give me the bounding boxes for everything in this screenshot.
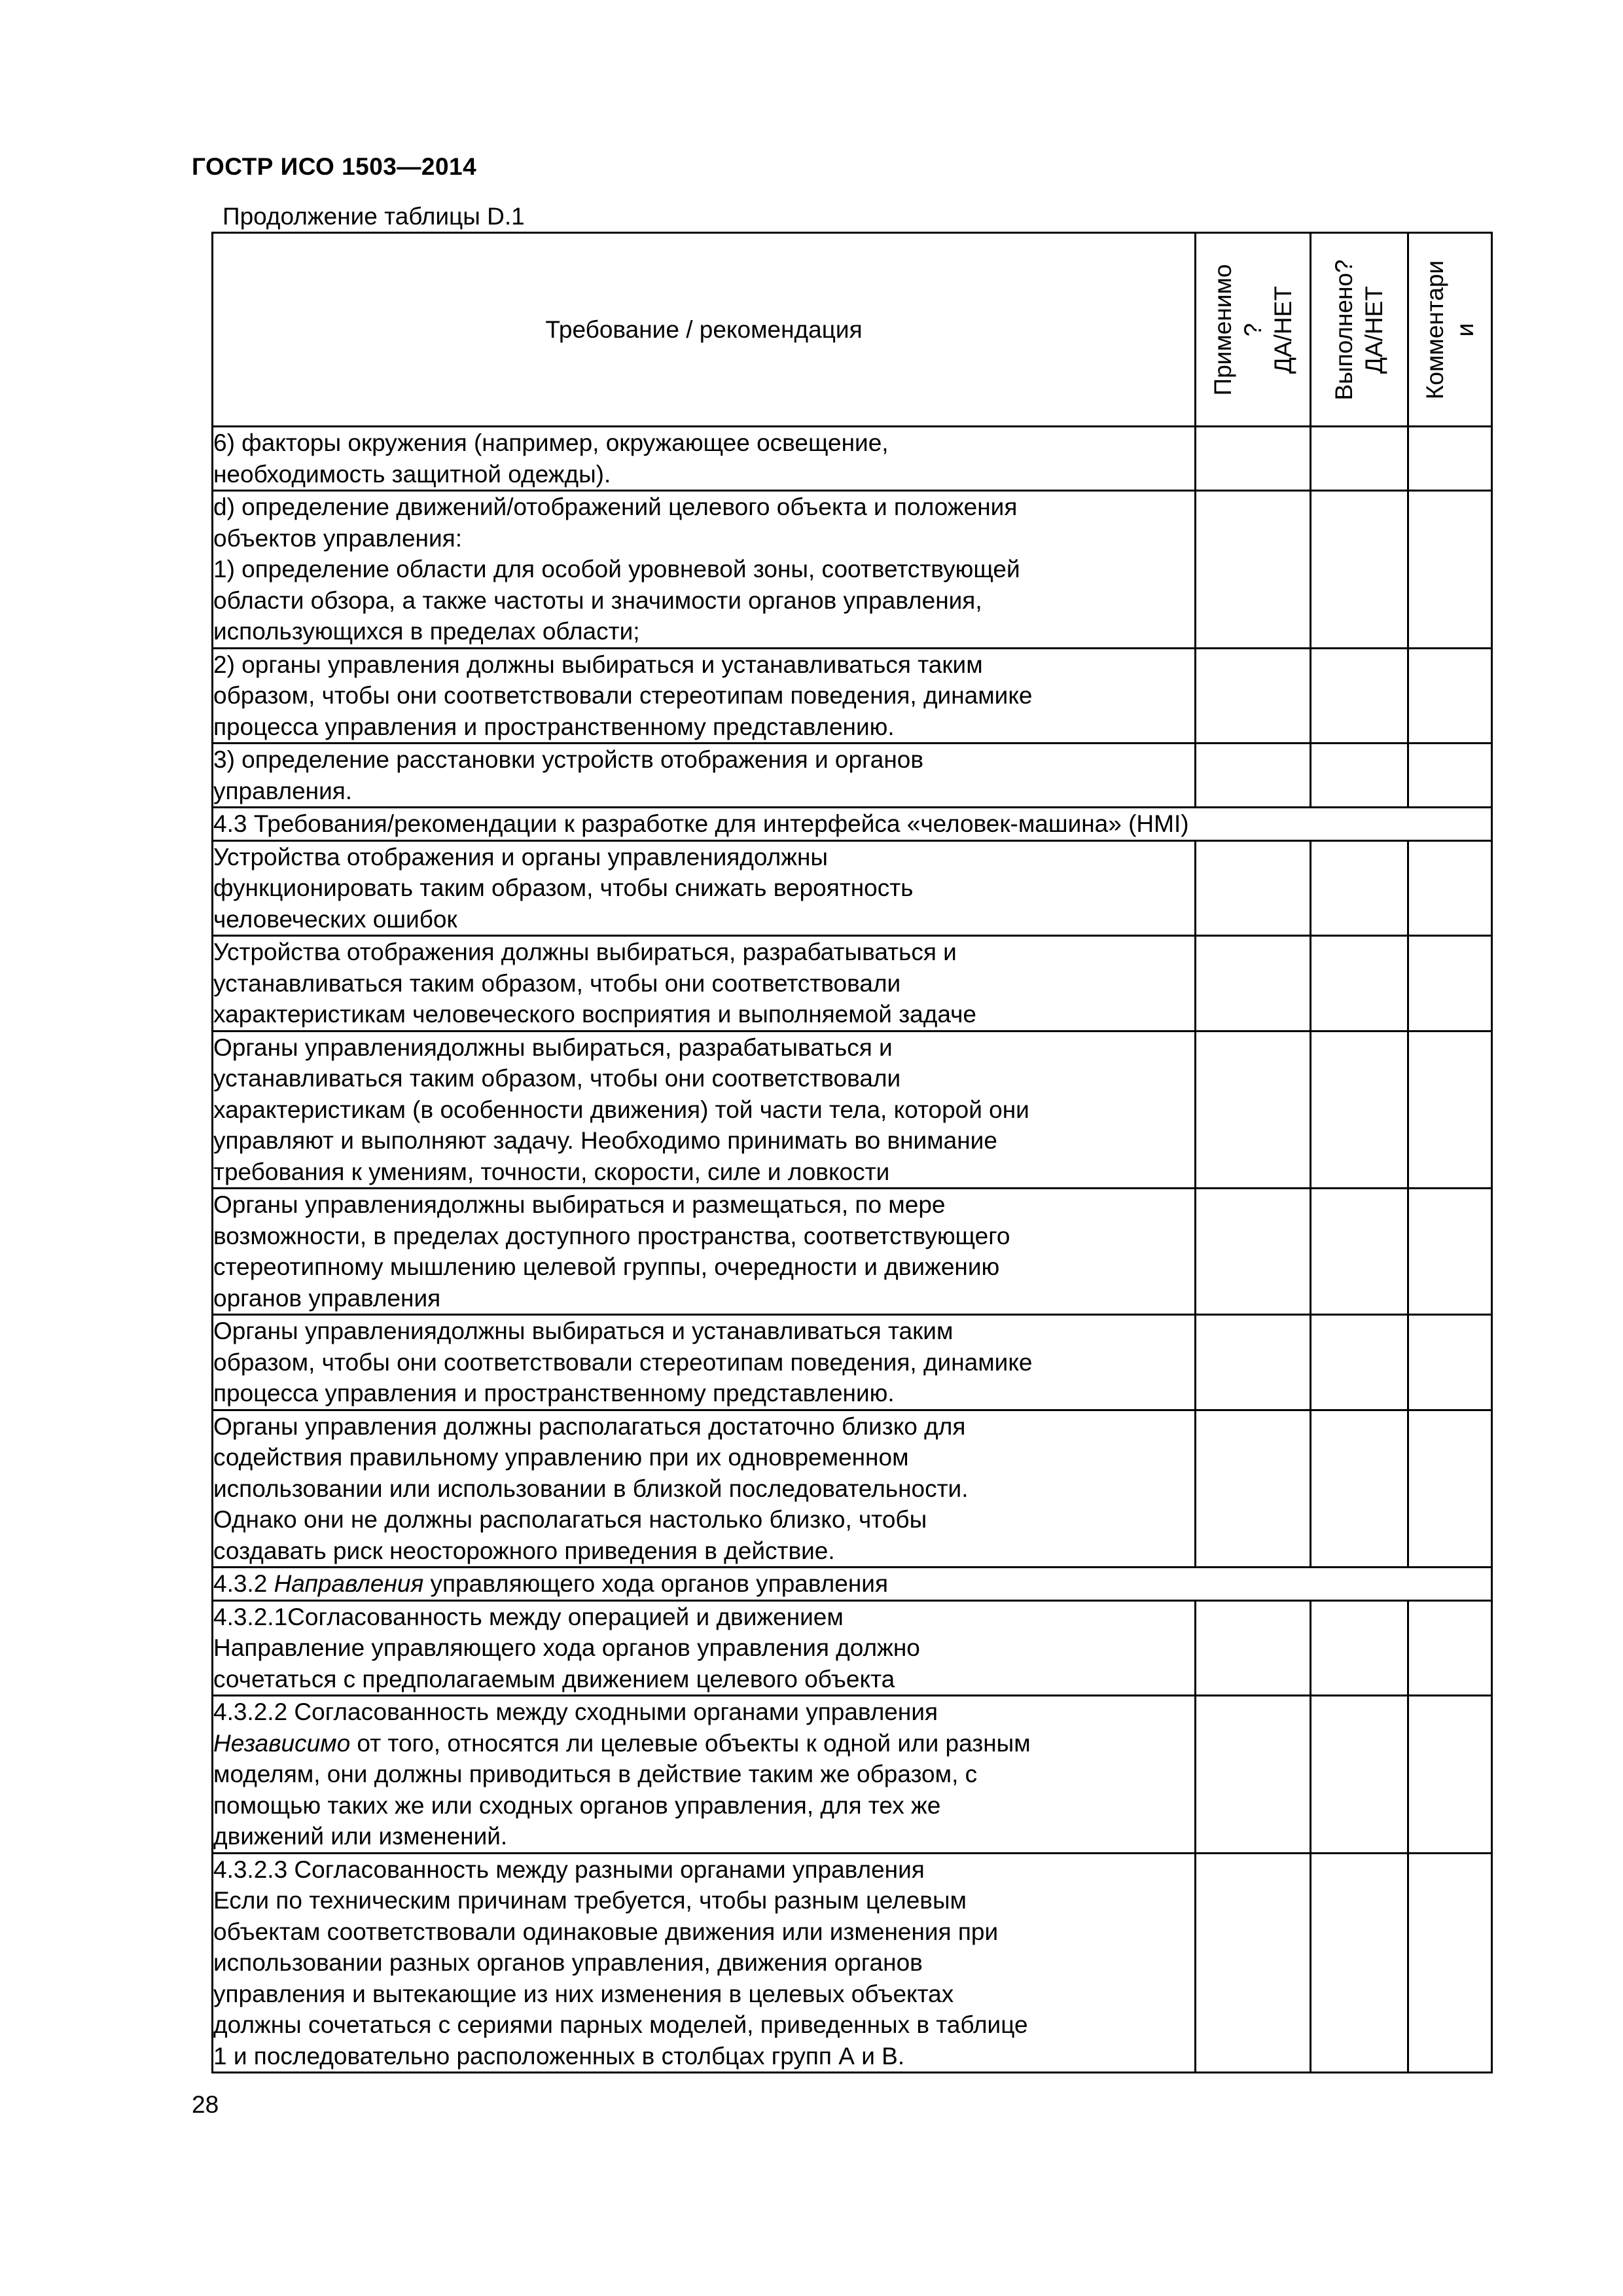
page-number: 28 bbox=[192, 2091, 219, 2118]
cell-line: 3) определение расстановки устройств отображения и органов bbox=[213, 746, 923, 773]
cell-line: Устройства отображения и органы управлениядолжны bbox=[213, 843, 829, 870]
applicable-cell[interactable] bbox=[1196, 1189, 1311, 1315]
column-header-applicable bbox=[1196, 233, 1311, 427]
applicable-cell[interactable] bbox=[1196, 1696, 1311, 1854]
done-cell[interactable] bbox=[1311, 1696, 1408, 1854]
requirement-cell bbox=[213, 1315, 1196, 1410]
table-row bbox=[213, 1696, 1492, 1854]
done-cell[interactable] bbox=[1311, 744, 1408, 808]
cell-line: устанавливаться таким образом, чтобы они соответствовали bbox=[213, 969, 901, 997]
applicable-cell[interactable] bbox=[1196, 1853, 1311, 2073]
table-header-row bbox=[213, 233, 1492, 427]
applicable-cell[interactable] bbox=[1196, 1600, 1311, 1696]
cell-line: должны сочетаться с сериями парных моделей, приведенных в таблице bbox=[213, 2011, 1028, 2038]
comments-cell[interactable] bbox=[1408, 1696, 1492, 1854]
cell-line: управления. bbox=[213, 777, 353, 804]
cell-line: Органы управления должны располагаться достаточно близко для bbox=[213, 1412, 966, 1440]
requirement-cell bbox=[213, 1853, 1196, 2073]
cell-line: образом, чтобы они соответствовали стереотипам поведения, динамике bbox=[213, 1348, 1033, 1376]
done-cell[interactable] bbox=[1311, 1189, 1408, 1315]
cell-line: помощью таких же или сходных органов управления, для тех же bbox=[213, 1791, 941, 1819]
cell-line: объектам соответствовали одинаковые движения или изменения при bbox=[213, 1918, 999, 1945]
comments-cell[interactable] bbox=[1408, 936, 1492, 1031]
cell-line: 1 и последовательно расположенных в столбцах групп А и В. bbox=[213, 2042, 905, 2070]
cell-line: 4.3.2.3 Согласованность между разными органами управления bbox=[213, 1856, 925, 1883]
table-row bbox=[213, 840, 1492, 936]
cell-line: Органы управлениядолжны выбираться и размещаться, по мере bbox=[213, 1191, 946, 1218]
cell-line: моделям, они должны приводиться в действие таким же образом, с bbox=[213, 1761, 978, 1787]
cell-line: 6) факторы окружения (например, окружающее освещение, bbox=[213, 429, 889, 456]
cell-line: 1) определение области для особой уровневой зоны, соответствующей bbox=[213, 556, 1020, 583]
done-cell[interactable] bbox=[1311, 491, 1408, 649]
cell-line bbox=[213, 1568, 1491, 1600]
cell-line: требования к умениям, точности, скорости, силе и ловкости bbox=[213, 1158, 890, 1185]
cell-line: образом, чтобы они соответствовали стереотипам поведения, динамике bbox=[213, 682, 1033, 709]
cell-line: устанавливаться таким образом, чтобы они соответствовали bbox=[213, 1065, 901, 1092]
requirement-cell bbox=[213, 491, 1196, 649]
cell-line: управления и вытекающие из них изменения в целевых объектах bbox=[213, 1980, 954, 2007]
cell-line: характеристикам человеческого восприятия и выполняемой задаче bbox=[213, 1001, 976, 1028]
table-row bbox=[213, 1031, 1492, 1189]
column-header-comments bbox=[1408, 233, 1492, 427]
cell-line: содействия правильному управлению при их одновременном bbox=[213, 1444, 909, 1471]
applicable-cell[interactable] bbox=[1196, 840, 1311, 936]
requirement-cell bbox=[213, 1696, 1196, 1854]
cell-line: использовании разных органов управления, движения органов bbox=[213, 1949, 923, 1976]
requirement-cell bbox=[213, 1410, 1196, 1568]
cell-line: 4.3.2.2 Согласованность между сходными органами управления bbox=[213, 1698, 938, 1725]
italic-term: Направления bbox=[274, 1570, 424, 1597]
cell-line: процесса управления и пространственному представлению. bbox=[213, 713, 895, 740]
requirement-cell bbox=[213, 427, 1196, 491]
column-header-requirement: Требование / рекомендация bbox=[213, 233, 1196, 427]
comments-cell[interactable] bbox=[1408, 840, 1492, 936]
cell-line: использующихся в пределах области; bbox=[213, 618, 640, 645]
cell-line: Направление управляющего хода органов управления должно bbox=[213, 1634, 920, 1661]
table-row bbox=[213, 936, 1492, 1031]
cell-line: функционировать таким образом, чтобы снижать вероятность bbox=[213, 874, 914, 901]
applicable-cell[interactable] bbox=[1196, 1315, 1311, 1410]
table-row bbox=[213, 648, 1492, 744]
cell-line: 4.3.2.1Согласованность между операцией и движением bbox=[213, 1603, 844, 1630]
comments-cell[interactable] bbox=[1408, 744, 1492, 808]
applicable-cell[interactable] bbox=[1196, 648, 1311, 744]
section-row bbox=[213, 808, 1492, 841]
cell-line: стереотипному мышлению целевой группы, очередности и движению bbox=[213, 1253, 1000, 1280]
done-cell[interactable] bbox=[1311, 1031, 1408, 1189]
comments-cell[interactable] bbox=[1408, 427, 1492, 491]
table-row bbox=[213, 1853, 1492, 2073]
cell-line: 4.3 Требования/рекомендации к разработке для интерфейса «человек-машина» (HMI) bbox=[213, 810, 1189, 837]
cell-line: возможности, в пределах доступного пространства, соответствующего bbox=[213, 1222, 1010, 1249]
comments-cell[interactable] bbox=[1408, 1031, 1492, 1189]
cell-line bbox=[213, 1728, 1194, 1759]
comments-cell[interactable] bbox=[1408, 648, 1492, 744]
column-header-applicable-label: Применимо ? ДА/НЕТ bbox=[1209, 264, 1296, 395]
text-span: управляющего хода органов управления bbox=[423, 1570, 888, 1597]
requirement-cell bbox=[213, 840, 1196, 936]
applicable-cell[interactable] bbox=[1196, 1031, 1311, 1189]
table-row bbox=[213, 744, 1492, 808]
comments-cell[interactable] bbox=[1408, 1189, 1492, 1315]
text-span: 4.3.2 bbox=[213, 1570, 274, 1597]
applicable-cell[interactable] bbox=[1196, 427, 1311, 491]
comments-cell[interactable] bbox=[1408, 1600, 1492, 1696]
table-body bbox=[213, 427, 1492, 2073]
table-row bbox=[213, 427, 1492, 491]
comments-cell[interactable] bbox=[1408, 1410, 1492, 1568]
requirement-cell bbox=[213, 1600, 1196, 1696]
applicable-cell[interactable] bbox=[1196, 491, 1311, 649]
done-cell[interactable] bbox=[1311, 648, 1408, 744]
text-span: от того, относятся ли целевые объекты к одной или разным bbox=[350, 1729, 1031, 1757]
cell-line: характеристикам (в особенности движения) той части тела, которой они bbox=[213, 1096, 1029, 1123]
cell-line: движений или изменений. bbox=[213, 1823, 508, 1850]
applicable-cell[interactable] bbox=[1196, 936, 1311, 1031]
section-heading bbox=[213, 808, 1492, 841]
cell-line: Органы управлениядолжны выбираться, разрабатываться и bbox=[213, 1033, 893, 1061]
done-cell[interactable] bbox=[1311, 936, 1408, 1031]
done-cell[interactable] bbox=[1311, 1600, 1408, 1696]
italic-term: Независимо bbox=[213, 1729, 351, 1757]
table-row bbox=[213, 491, 1492, 649]
cell-line: Однако они не должны располагаться настолько близко, чтобы bbox=[213, 1506, 927, 1533]
comments-cell[interactable] bbox=[1408, 1315, 1492, 1410]
cell-line: органов управления bbox=[213, 1284, 441, 1312]
applicable-cell[interactable] bbox=[1196, 744, 1311, 808]
cell-line: необходимость защитной одежды). bbox=[213, 460, 611, 488]
table-row bbox=[213, 1410, 1492, 1568]
table-caption: Продолжение таблицы D.1 bbox=[223, 203, 525, 230]
cell-line: человеческих ошибок bbox=[213, 905, 457, 933]
requirement-cell bbox=[213, 744, 1196, 808]
cell-line: сочетаться с предполагаемым движением целевого объекта bbox=[213, 1665, 895, 1693]
applicable-cell[interactable] bbox=[1196, 1410, 1311, 1568]
cell-line: Органы управлениядолжны выбираться и устанавливаться таким bbox=[213, 1318, 954, 1344]
requirement-cell bbox=[213, 1189, 1196, 1315]
requirement-cell bbox=[213, 936, 1196, 1031]
requirements-table bbox=[211, 232, 1493, 2073]
cell-line: управляют и выполняют задачу. Необходимо принимать во внимание bbox=[213, 1127, 997, 1154]
column-header-done-label: Выполнено? ДА/НЕТ bbox=[1330, 259, 1387, 401]
cell-line: 2) органы управления должны выбираться и устанавливаться таким bbox=[213, 651, 983, 678]
column-header-comments-label: Комментари и bbox=[1421, 260, 1478, 399]
done-cell[interactable] bbox=[1311, 1410, 1408, 1568]
section-row bbox=[213, 1568, 1492, 1601]
cell-line: создавать риск неосторожного приведения в действие. bbox=[213, 1537, 835, 1564]
cell-line: d) определение движений/отображений целевого объекта и положения bbox=[213, 493, 1018, 520]
cell-line: области обзора, а также частоты и значимости органов управления, bbox=[213, 586, 982, 614]
requirement-cell bbox=[213, 1031, 1196, 1189]
requirement-cell bbox=[213, 648, 1196, 744]
table-row bbox=[213, 1189, 1492, 1315]
cell-line: объектов управления: bbox=[213, 524, 462, 552]
done-cell[interactable] bbox=[1311, 427, 1408, 491]
comments-cell[interactable] bbox=[1408, 491, 1492, 649]
done-cell[interactable] bbox=[1311, 1853, 1408, 2073]
cell-line: Если по техническим причинам требуется, чтобы разным целевым bbox=[213, 1887, 967, 1914]
table-row bbox=[213, 1600, 1492, 1696]
column-header-done bbox=[1311, 233, 1408, 427]
cell-line: Устройства отображения должны выбираться, разрабатываться и bbox=[213, 939, 957, 965]
cell-line: использовании или использовании в близкой последовательности. bbox=[213, 1475, 969, 1502]
done-cell[interactable] bbox=[1311, 1315, 1408, 1410]
cell-line: процесса управления и пространственному представлению. bbox=[213, 1380, 895, 1407]
section-heading bbox=[213, 1568, 1492, 1601]
done-cell[interactable] bbox=[1311, 840, 1408, 936]
comments-cell[interactable] bbox=[1408, 1853, 1492, 2073]
document-code: ГОСТР ИСО 1503—2014 bbox=[192, 153, 477, 180]
table-row bbox=[213, 1315, 1492, 1410]
